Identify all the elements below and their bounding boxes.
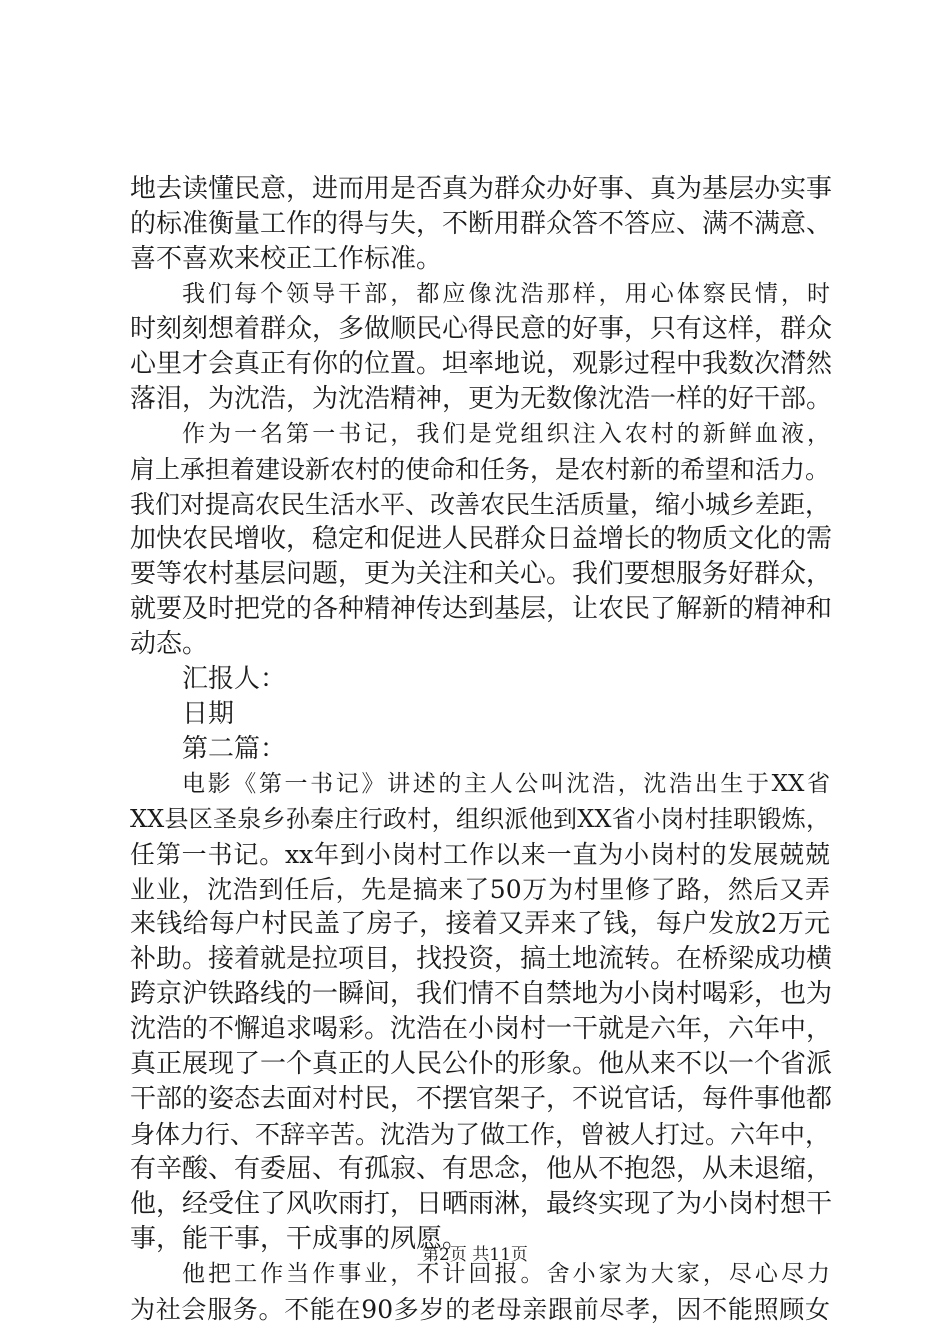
text-line: 心里才会真正有你的位置。坦率地说，观影过程中我数次潸然: [130, 349, 833, 379]
text-line: 日期: [182, 699, 235, 729]
text-line: 我们每个领导干部，都应像沈浩那样，用心体察民情，时: [182, 281, 830, 307]
text-line: 汇报人：: [182, 664, 287, 694]
text-line: 加快农民增收，稳定和促进人民群众日益增长的物质文化的需: [130, 524, 833, 554]
text-line: 沈浩的不懈追求喝彩。沈浩在小岗村一干就是六年，六年中，: [130, 1014, 833, 1044]
text-line: 跨京沪铁路线的一瞬间，我们情不自禁地为小岗村喝彩，也为: [130, 979, 833, 1009]
text-line: 作为一名第一书记，我们是党组织注入农村的新鲜血液，: [182, 421, 830, 447]
text-line: 任第一书记。xx年到小岗村工作以来一直为小岗村的发展兢兢: [130, 840, 830, 869]
text-line: 事，能干事，干成事的夙愿。: [130, 1224, 469, 1254]
text-line: 动态。: [130, 629, 209, 659]
text-line: 业业，沈浩到任后，先是搞来了50万为村里修了路，然后又弄: [130, 875, 830, 904]
page-footer: [0, 1240, 950, 1265]
text-line: 为社会服务。不能在90多岁的老母亲跟前尽孝，因不能照顾女: [130, 1295, 830, 1324]
text-line: 第二篇：: [182, 734, 287, 764]
text-line: 来钱给每户村民盖了房子，接着又弄来了钱，每户发放2万元: [130, 909, 830, 939]
text-line: XX县区圣泉乡孙秦庄行政村，组织派他到XX省小岗村挂职锻炼，: [130, 805, 830, 833]
document-body: [130, 172, 833, 1327]
text-line: 干部的姿态去面对村民，不摆官架子，不说官话，每件事他都: [130, 1084, 833, 1114]
text-line: 肩上承担着建设新农村的使命和任务，是农村新的希望和活力。: [130, 455, 831, 484]
text-line: 要等农村基层问题，更为关注和关心。我们要想服务好群众，: [130, 559, 833, 589]
page-number: 第2页 共11页: [422, 1245, 528, 1265]
text-line: 落泪，为沈浩，为沈浩精神，更为无数像沈浩一样的好干部。: [130, 384, 833, 414]
text-line: 他，经受住了风吹雨打，日晒雨淋，最终实现了为小岗村想干: [130, 1189, 833, 1219]
text-line: 补助。接着就是拉项目，找投资，搞土地流转。在桥梁成功横: [130, 944, 833, 974]
text-line: 就要及时把党的各种精神传达到基层，让农民了解新的精神和: [130, 594, 833, 624]
text-line: 有辛酸、有委屈、有孤寂、有思念，他从不抱怨，从未退缩，: [130, 1154, 833, 1184]
text-line: 的标准衡量工作的得与失，不断用群众答不答应、满不满意、: [130, 209, 833, 239]
text-line: 我们对提高农民生活水平、改善农民生活质量，缩小城乡差距，: [130, 490, 831, 519]
text-line: 地去读懂民意，进而用是否真为群众办好事、真为基层办实事: [130, 174, 833, 204]
text-line: 他把工作当作事业，不计回报。舍小家为大家，尽心尽力: [182, 1261, 830, 1287]
text-line: 身体力行、不辞辛苦。沈浩为了做工作，曾被人打过。六年中，: [130, 1120, 831, 1149]
text-line: 时刻刻想着群众，多做顺民心得民意的好事，只有这样，群众: [130, 314, 833, 344]
text-line: 真正展现了一个真正的人民公仆的形象。他从来不以一个省派: [130, 1049, 833, 1079]
text-line: 电影《第一书记》讲述的主人公叫沈浩，沈浩出生于XX省: [182, 771, 830, 797]
text-line: 喜不喜欢来校正工作标准。: [130, 244, 443, 274]
